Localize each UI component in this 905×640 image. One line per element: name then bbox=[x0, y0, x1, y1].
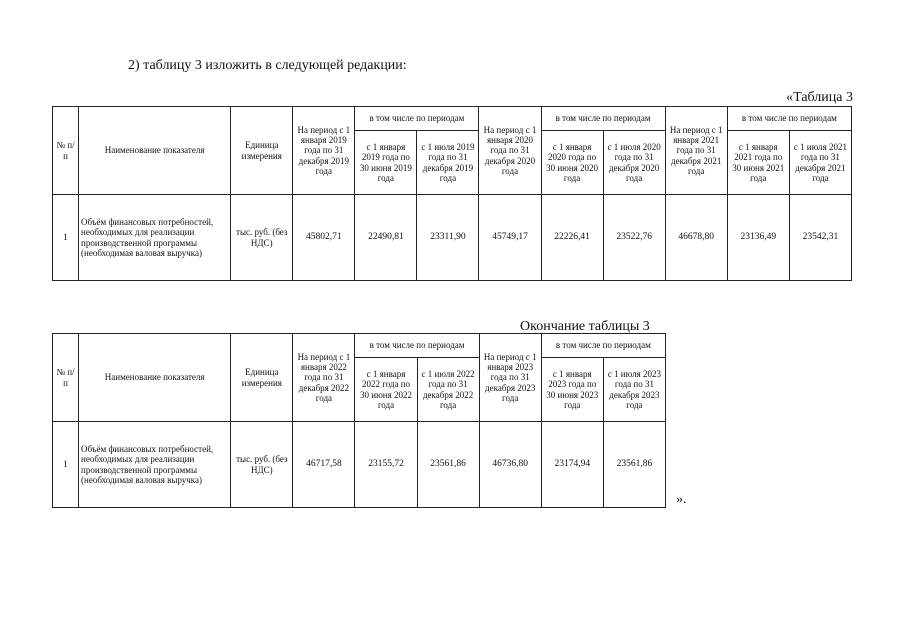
header-unit: Единица измерения bbox=[231, 107, 293, 195]
intro-text: 2) таблицу 3 изложить в следующей редакции: bbox=[128, 58, 407, 73]
header-subgroup: в том числе по периодам bbox=[727, 107, 851, 131]
table-3-part-2 bbox=[52, 333, 666, 508]
header-period: На период с 1 января 2021 года по 31 декабря 2021 года bbox=[665, 107, 727, 195]
header-num: № п/п bbox=[53, 334, 79, 422]
value-cell: 22226,41 bbox=[541, 195, 603, 281]
header-subgroup: в том числе по периодам bbox=[355, 107, 479, 131]
header-subperiod: с 1 июля 2019 года по 31 декабря 2019 года bbox=[417, 131, 479, 195]
header-subgroup: в том числе по периодам bbox=[355, 334, 479, 358]
row-unit: тыс. руб. (без НДС) bbox=[231, 422, 293, 508]
header-num: № п/п bbox=[53, 107, 79, 195]
header-subperiod: с 1 января 2020 года по 30 июня 2020 года bbox=[541, 131, 603, 195]
header-period: На период с 1 января 2020 года по 31 декабря 2020 года bbox=[479, 107, 541, 195]
closing-quote: ». bbox=[676, 492, 687, 507]
value-cell: 23136,49 bbox=[727, 195, 789, 281]
value-cell: 23311,90 bbox=[417, 195, 479, 281]
value-cell: 23561,86 bbox=[417, 422, 479, 508]
header-subperiod: с 1 января 2019 года по 30 июня 2019 года bbox=[355, 131, 417, 195]
row-unit: тыс. руб. (без НДС) bbox=[231, 195, 293, 281]
value-cell: 23522,76 bbox=[603, 195, 665, 281]
header-subperiod: с 1 января 2021 года по 30 июня 2021 года bbox=[727, 131, 789, 195]
header-subperiod: с 1 июля 2021 года по 31 декабря 2021 года bbox=[789, 131, 851, 195]
row-name: Объём финансовых потребностей, необходимых для реализации производственной программы (необходимая валовая выручка) bbox=[79, 195, 231, 281]
value-cell: 23561,86 bbox=[603, 422, 665, 508]
value-cell: 22490,81 bbox=[355, 195, 417, 281]
table-3-part-1 bbox=[52, 106, 852, 281]
header-subperiod: с 1 января 2023 года по 30 июня 2023 года bbox=[541, 358, 603, 422]
value-cell: 23542,31 bbox=[789, 195, 851, 281]
table-row bbox=[53, 195, 852, 281]
row-num: 1 bbox=[53, 195, 79, 281]
header-period: На период с 1 января 2023 года по 31 декабря 2023 года bbox=[479, 334, 541, 422]
value-cell: 45749,17 bbox=[479, 195, 541, 281]
value-cell: 45802,71 bbox=[293, 195, 355, 281]
value-cell: 46717,58 bbox=[293, 422, 355, 508]
table-caption-end: Окончание таблицы 3 bbox=[520, 319, 650, 334]
table-caption: «Таблица 3 bbox=[786, 90, 853, 105]
header-subperiod: с 1 июля 2022 года по 31 декабря 2022 года bbox=[417, 358, 479, 422]
header-period: На период с 1 января 2022 года по 31 декабря 2022 года bbox=[293, 334, 355, 422]
value-cell: 23174,94 bbox=[541, 422, 603, 508]
row-name: Объём финансовых потребностей, необходимых для реализации производственной программы (необходимая валовая выручка) bbox=[79, 422, 231, 508]
header-subperiod: с 1 июля 2023 года по 31 декабря 2023 года bbox=[603, 358, 665, 422]
header-name: Наименование показателя bbox=[79, 107, 231, 195]
header-subperiod: с 1 января 2022 года по 30 июня 2022 года bbox=[355, 358, 417, 422]
table-row bbox=[53, 422, 666, 508]
header-subperiod: с 1 июля 2020 года по 31 декабря 2020 года bbox=[603, 131, 665, 195]
value-cell: 46736,80 bbox=[479, 422, 541, 508]
header-name: Наименование показателя bbox=[79, 334, 231, 422]
row-num: 1 bbox=[53, 422, 79, 508]
value-cell: 23155,72 bbox=[355, 422, 417, 508]
value-cell: 46678,80 bbox=[665, 195, 727, 281]
header-period: На период с 1 января 2019 года по 31 декабря 2019 года bbox=[293, 107, 355, 195]
header-subgroup: в том числе по периодам bbox=[541, 107, 665, 131]
header-unit: Единица измерения bbox=[231, 334, 293, 422]
header-subgroup: в том числе по периодам bbox=[541, 334, 665, 358]
